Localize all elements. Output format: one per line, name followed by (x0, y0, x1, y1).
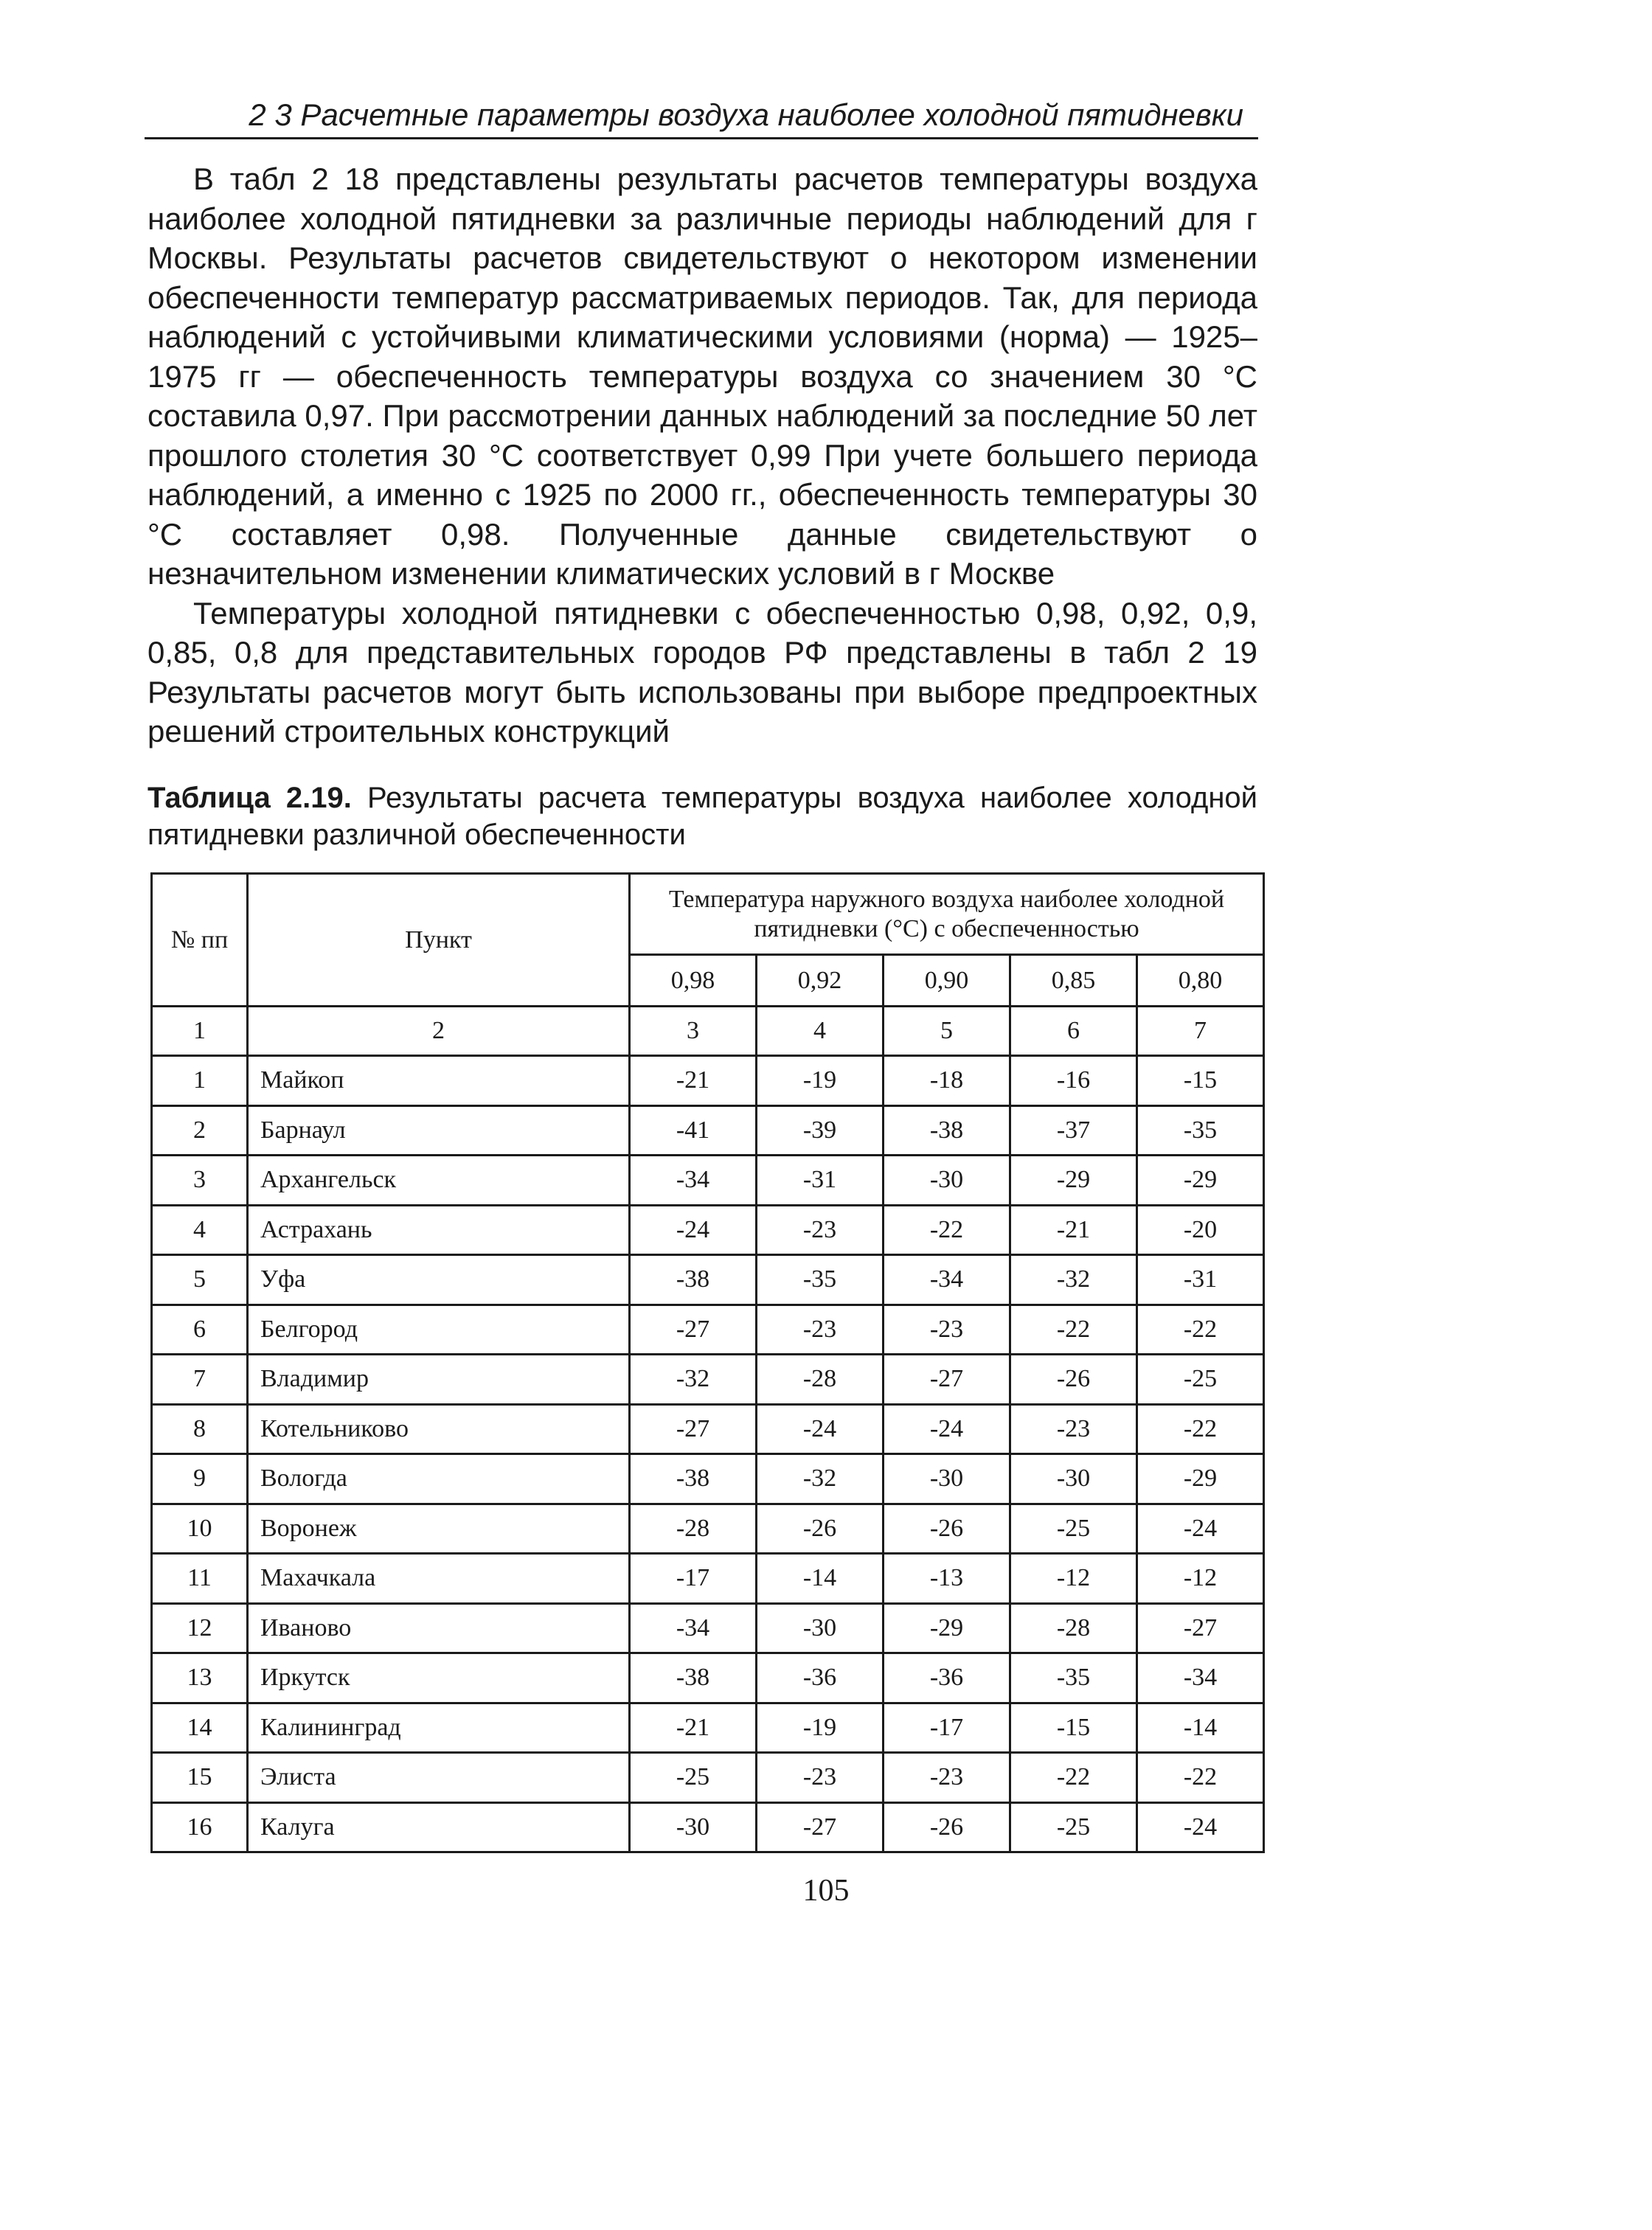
row-temperature: -32 (1010, 1255, 1137, 1305)
row-number: 10 (152, 1504, 248, 1554)
header-probability: 0,90 (884, 955, 1010, 1007)
table-row (152, 1156, 1264, 1206)
row-temperature: -29 (884, 1603, 1010, 1653)
row-number: 4 (152, 1205, 248, 1255)
row-temperature: -27 (757, 1802, 884, 1852)
row-temperature: -26 (1010, 1355, 1137, 1405)
table-row (152, 1105, 1264, 1156)
row-temperature: -17 (884, 1703, 1010, 1753)
row-number: 3 (152, 1156, 248, 1206)
row-number: 13 (152, 1653, 248, 1703)
row-temperature: -41 (630, 1105, 757, 1156)
row-temperature: -17 (630, 1554, 757, 1604)
table-row (152, 1554, 1264, 1604)
table-caption-label: Таблица 2.19. (148, 782, 352, 814)
row-number: 7 (152, 1355, 248, 1405)
row-temperature: -24 (1137, 1802, 1264, 1852)
row-temperature: -28 (630, 1504, 757, 1554)
row-temperature: -23 (884, 1305, 1010, 1355)
row-temperature: -38 (630, 1653, 757, 1703)
row-temperature: -19 (757, 1703, 884, 1753)
row-place: Астрахань (248, 1205, 630, 1255)
row-temperature: -39 (757, 1105, 884, 1156)
row-temperature: -34 (630, 1156, 757, 1206)
table-caption-text: Результаты расчета температуры воздуха наиболее холодной пятидневки различной обеспеченности (148, 782, 1258, 851)
row-temperature: -22 (1010, 1305, 1137, 1355)
row-number: 15 (152, 1753, 248, 1803)
table-row (152, 1454, 1264, 1504)
row-temperature: -36 (884, 1653, 1010, 1703)
row-temperature: -34 (630, 1603, 757, 1653)
header-probability: 0,98 (630, 955, 757, 1007)
row-temperature: -30 (757, 1603, 884, 1653)
row-temperature: -12 (1137, 1554, 1264, 1604)
paragraph: В табл 2 18 представлены результаты расчетов температуры воздуха наиболее холодной пятидневки за различные периоды наблюдений для г Москвы. Результаты расчетов свидетельствуют о некотором изменении обеспеченности температур рассматриваемых периодов. Так, для периода наблюдений с устойчивыми климатическими условиями (норма) — 1925–1975 гг — обеспеченность температуры воздуха со значением 30 °С составила 0,97. При рассмотрении данных наблюдений за последние 50 лет прошлого столетия 30 °С соответствует 0,99 При учете большего периода наблюдений, а именно с 1925 по 2000 гг., обеспеченность температуры 30 °С составляет 0,98. Полученные данные свидетельствуют о незначительном изменении климатических условий в г Москве (148, 161, 1257, 591)
row-temperature: -23 (757, 1205, 884, 1255)
row-number: 9 (152, 1454, 248, 1504)
row-place: Белгород (248, 1305, 630, 1355)
table-row (152, 1305, 1264, 1355)
column-index: 1 (152, 1007, 248, 1056)
row-temperature: -14 (1137, 1703, 1264, 1753)
row-number: 14 (152, 1703, 248, 1753)
table-row (152, 1056, 1264, 1106)
row-temperature: -25 (1010, 1504, 1137, 1554)
row-temperature: -34 (884, 1255, 1010, 1305)
paragraph: Температуры холодной пятидневки с обеспеченностью 0,98, 0,92, 0,9, 0,85, 0,8 для представительных городов РФ представлены в табл 2 19 Результаты расчетов могут быть использованы при выборе предпроектных решений строительных конструкций (148, 595, 1257, 748)
row-temperature: -28 (757, 1355, 884, 1405)
running-header: 2 3 Расчетные параметры воздуха наиболее холодной пятидневки (249, 97, 1243, 132)
header-probability: 0,85 (1010, 955, 1137, 1007)
row-temperature: -22 (1137, 1753, 1264, 1803)
row-temperature: -15 (1010, 1703, 1137, 1753)
row-temperature: -22 (884, 1205, 1010, 1255)
table-row (152, 1603, 1264, 1653)
row-place: Иркутск (248, 1653, 630, 1703)
column-index: 5 (884, 1007, 1010, 1056)
row-temperature: -22 (1137, 1305, 1264, 1355)
row-place: Майкоп (248, 1056, 630, 1106)
row-temperature: -15 (1137, 1056, 1264, 1106)
row-temperature: -29 (1010, 1156, 1137, 1206)
header-probability: 0,92 (757, 955, 884, 1007)
row-temperature: -27 (630, 1404, 757, 1454)
row-temperature: -35 (757, 1255, 884, 1305)
row-temperature: -25 (1137, 1355, 1264, 1405)
table-row (152, 1703, 1264, 1753)
header-probability: 0,80 (1137, 955, 1264, 1007)
row-number: 2 (152, 1105, 248, 1156)
table-row (152, 1205, 1264, 1255)
row-place: Уфа (248, 1255, 630, 1305)
row-temperature: -27 (630, 1305, 757, 1355)
row-number: 6 (152, 1305, 248, 1355)
row-temperature: -21 (630, 1703, 757, 1753)
row-temperature: -38 (630, 1255, 757, 1305)
row-temperature: -23 (757, 1753, 884, 1803)
row-number: 12 (152, 1603, 248, 1653)
row-temperature: -29 (1137, 1156, 1264, 1206)
row-temperature: -32 (757, 1454, 884, 1504)
row-temperature: -21 (630, 1056, 757, 1106)
row-place: Иваново (248, 1603, 630, 1653)
row-temperature: -38 (630, 1454, 757, 1504)
row-number: 16 (152, 1802, 248, 1852)
row-temperature: -26 (884, 1802, 1010, 1852)
row-temperature: -27 (884, 1355, 1010, 1405)
table-row (152, 1255, 1264, 1305)
row-place: Барнаул (248, 1105, 630, 1156)
row-temperature: -34 (1137, 1653, 1264, 1703)
row-temperature: -13 (884, 1554, 1010, 1604)
row-temperature: -30 (1010, 1454, 1137, 1504)
row-number: 8 (152, 1404, 248, 1454)
row-temperature: -18 (884, 1056, 1010, 1106)
row-temperature: -32 (630, 1355, 757, 1405)
table-row (152, 1404, 1264, 1454)
column-index: 6 (1010, 1007, 1137, 1056)
table-row (152, 1802, 1264, 1852)
row-temperature: -24 (630, 1205, 757, 1255)
table-row (152, 1504, 1264, 1554)
temperature-table (150, 872, 1265, 1853)
row-temperature: -25 (630, 1753, 757, 1803)
row-temperature: -26 (757, 1504, 884, 1554)
row-temperature: -25 (1010, 1802, 1137, 1852)
table-row (152, 1355, 1264, 1405)
row-place: Архангельск (248, 1156, 630, 1206)
row-place: Махачкала (248, 1554, 630, 1604)
header-place: Пункт (248, 874, 630, 1007)
row-temperature: -30 (630, 1802, 757, 1852)
header-temperature-group: Температура наружного воздуха наиболее холодной пятидневки (°С) с обеспеченностью (630, 874, 1264, 955)
column-index: 3 (630, 1007, 757, 1056)
row-temperature: -24 (757, 1404, 884, 1454)
row-place: Котельниково (248, 1404, 630, 1454)
row-temperature: -27 (1137, 1603, 1264, 1653)
header-rule (145, 137, 1258, 139)
row-temperature: -20 (1137, 1205, 1264, 1255)
row-temperature: -36 (757, 1653, 884, 1703)
row-temperature: -38 (884, 1105, 1010, 1156)
row-temperature: -31 (757, 1156, 884, 1206)
row-temperature: -12 (1010, 1554, 1137, 1604)
header-number: № пп (152, 874, 248, 1007)
row-temperature: -30 (884, 1156, 1010, 1206)
table-caption (148, 779, 1257, 853)
table-row (152, 1753, 1264, 1803)
row-temperature: -22 (1137, 1404, 1264, 1454)
row-number: 5 (152, 1255, 248, 1305)
row-number: 11 (152, 1554, 248, 1604)
row-temperature: -35 (1137, 1105, 1264, 1156)
row-place: Воронеж (248, 1504, 630, 1554)
row-temperature: -29 (1137, 1454, 1264, 1504)
row-place: Элиста (248, 1753, 630, 1803)
row-temperature: -28 (1010, 1603, 1137, 1653)
row-temperature: -35 (1010, 1653, 1137, 1703)
row-temperature: -31 (1137, 1255, 1264, 1305)
column-index: 2 (248, 1007, 630, 1056)
row-place: Владимир (248, 1355, 630, 1405)
row-temperature: -30 (884, 1454, 1010, 1504)
row-temperature: -21 (1010, 1205, 1137, 1255)
column-index-row (152, 1007, 1264, 1056)
row-temperature: -14 (757, 1554, 884, 1604)
row-temperature: -22 (1010, 1753, 1137, 1803)
row-number: 1 (152, 1056, 248, 1106)
row-temperature: -19 (757, 1056, 884, 1106)
row-temperature: -24 (1137, 1504, 1264, 1554)
row-temperature: -23 (757, 1305, 884, 1355)
row-temperature: -23 (884, 1753, 1010, 1803)
row-temperature: -37 (1010, 1105, 1137, 1156)
row-place: Калуга (248, 1802, 630, 1852)
row-temperature: -24 (884, 1404, 1010, 1454)
page-number: 105 (802, 1874, 850, 1908)
row-place: Вологда (248, 1454, 630, 1504)
row-temperature: -26 (884, 1504, 1010, 1554)
row-temperature: -23 (1010, 1404, 1137, 1454)
body-text (148, 159, 1257, 751)
column-index: 7 (1137, 1007, 1264, 1056)
column-index: 4 (757, 1007, 884, 1056)
table-row (152, 1653, 1264, 1703)
row-temperature: -16 (1010, 1056, 1137, 1106)
row-place: Калининград (248, 1703, 630, 1753)
